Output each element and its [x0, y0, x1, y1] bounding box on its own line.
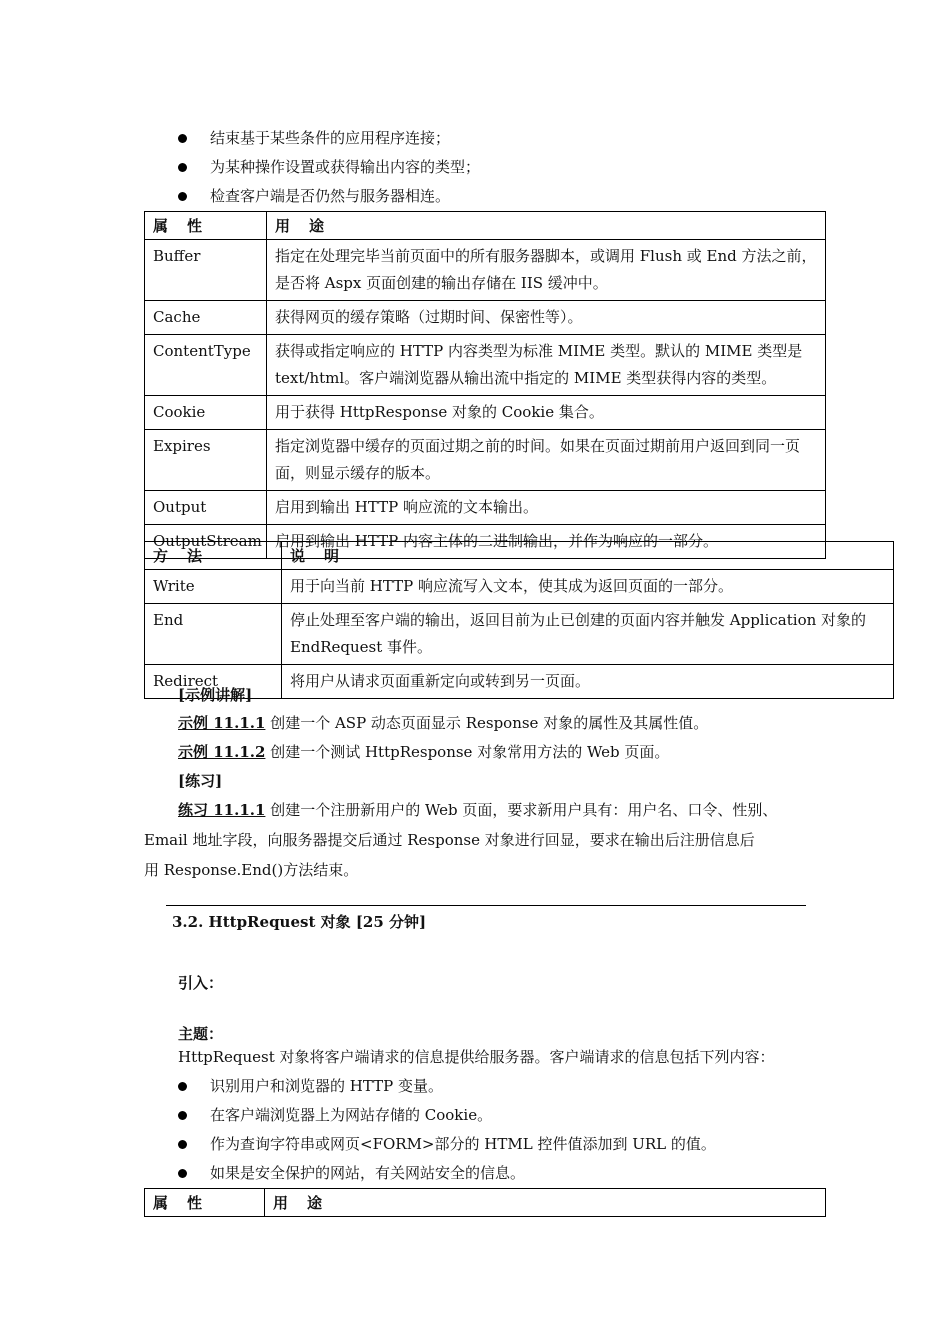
header-cell: 属 性: [145, 212, 267, 240]
response-methods-table: [144, 541, 894, 699]
method-name: Write: [145, 570, 282, 604]
section-divider: [166, 905, 806, 906]
property-desc: 启用到输出 HTTP 响应流的文本输出。: [267, 491, 826, 525]
practice-heading: [练习]: [178, 772, 223, 790]
property-name: Cache: [145, 301, 267, 335]
property-name: ContentType: [145, 335, 267, 396]
table-row: [145, 665, 894, 699]
topic-label: 主题：: [178, 1025, 224, 1043]
method-desc: 用于向当前 HTTP 响应流写入文本，使其成为返回页面的一部分。: [282, 570, 894, 604]
property-desc: 指定浏览器中缓存的页面过期之前的时间。如果在页面过期前用户返回到同一页面，则显示缓存的版本。: [267, 430, 826, 491]
topic-text: HttpRequest 对象将客户端请求的信息提供给服务器。客户端请求的信息包括下列内容：: [178, 1048, 775, 1066]
example-label: 示例 11.1.2: [178, 743, 266, 761]
practice-line: Email 地址字段，向服务器提交后通过 Response 对象进行回显，要求在输出后注册信息后: [144, 831, 755, 849]
example-text: 创建一个测试 HttpResponse 对象常用方法的 Web 页面。: [265, 743, 670, 761]
property-desc: 获得网页的缓存策略（过期时间、保密性等）。: [267, 301, 826, 335]
table-header-row: [145, 1189, 826, 1217]
bullet-icon: [178, 1140, 187, 1149]
bullet-icon: [178, 163, 187, 172]
bullet-icon: [178, 1169, 187, 1178]
table-row: [145, 396, 826, 430]
examples-heading: [示例讲解]: [178, 686, 253, 704]
header-cell: 用 途: [267, 212, 826, 240]
bullet-text: 检查客户端是否仍然与服务器相连。: [210, 187, 451, 205]
response-properties-table: [144, 211, 826, 559]
bullet-icon: [178, 134, 187, 143]
property-name: Output: [145, 491, 267, 525]
property-desc: 用于获得 HttpResponse 对象的 Cookie 集合。: [267, 396, 826, 430]
table-row: [145, 430, 826, 491]
property-name: Expires: [145, 430, 267, 491]
property-name: OutputStream: [145, 525, 267, 559]
property-desc: 指定在处理完毕当前页面中的所有服务器脚本，或调用 Flush 或 End 方法之前，是否将 Aspx 页面创建的输出存储在 IIS 缓冲中。: [267, 240, 826, 301]
bullet-text: 结束基于某些条件的应用程序连接；: [210, 129, 451, 147]
method-name: End: [145, 604, 282, 665]
section-title: 3.2. HttpRequest 对象 [25 分钟]: [172, 913, 427, 931]
bullet-text: 如果是安全保护的网站，有关网站安全的信息。: [210, 1164, 526, 1182]
table-header-row: [145, 542, 894, 570]
property-name: Cookie: [145, 396, 267, 430]
table-row: [145, 491, 826, 525]
practice-text: 创建一个注册新用户的 Web 页面，要求新用户具有：用户名、口令、性别、: [265, 801, 778, 819]
table-row: [145, 570, 894, 604]
property-desc: 启用到输出 HTTP 内容主体的二进制输出，并作为响应的一部分。: [267, 525, 826, 559]
example-label: 示例 11.1.1: [178, 714, 266, 732]
intro-label: 引入：: [178, 974, 224, 992]
bullet-text: 为某种操作设置或获得输出内容的类型；: [210, 158, 481, 176]
header-cell: 属 性: [145, 1189, 265, 1217]
header-cell: 说 明: [282, 542, 894, 570]
table-row: [145, 301, 826, 335]
header-cell: 用 途: [265, 1189, 826, 1217]
table-row: [145, 604, 894, 665]
practice-line: [178, 800, 777, 820]
method-name: Redirect: [145, 665, 282, 699]
table-row: [145, 240, 826, 301]
table-header-row: [145, 212, 826, 240]
method-desc: 将用户从请求页面重新定向或转到另一页面。: [282, 665, 894, 699]
header-cell: 方 法: [145, 542, 282, 570]
method-desc: 停止处理至客户端的输出，返回目前为止已创建的页面内容并触发 Application 对象的 EndRequest 事件。: [282, 604, 894, 665]
practice-line: 用 Response.End()方法结束。: [144, 861, 359, 879]
bullet-icon: [178, 192, 187, 201]
property-desc: 获得或指定响应的 HTTP 内容类型为标准 MIME 类型。默认的 MIME 类型是 text/html。客户端浏览器从输出流中指定的 MIME 类型获得内容的类型。: [267, 335, 826, 396]
bullet-icon: [178, 1082, 187, 1091]
example-line: [178, 713, 708, 733]
example-line: [178, 742, 669, 762]
bullet-text: 作为查询字符串或网页<FORM>部分的 HTML 控件值添加到 URL 的值。: [210, 1135, 716, 1153]
bullet-text: 识别用户和浏览器的 HTTP 变量。: [210, 1077, 443, 1095]
example-text: 创建一个 ASP 动态页面显示 Response 对象的属性及其属性值。: [265, 714, 709, 732]
request-properties-table: [144, 1188, 826, 1217]
bullet-icon: [178, 1111, 187, 1120]
practice-label: 练习 11.1.1: [178, 801, 266, 819]
bullet-text: 在客户端浏览器上为网站存储的 Cookie。: [210, 1106, 493, 1124]
table-row: [145, 335, 826, 396]
property-name: Buffer: [145, 240, 267, 301]
